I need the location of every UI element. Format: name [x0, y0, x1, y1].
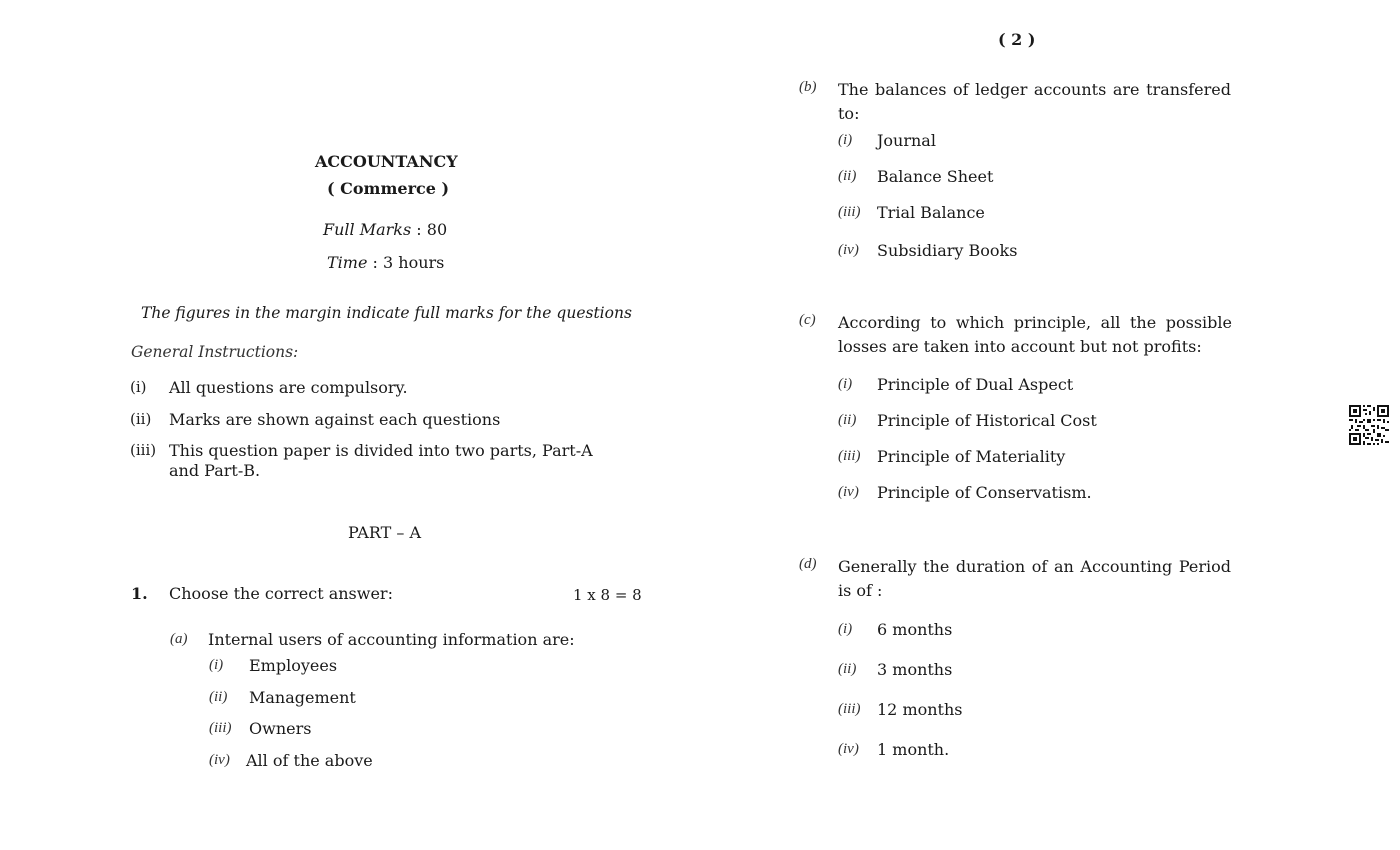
option-number: (ii)	[838, 661, 857, 677]
option-text: Management	[249, 688, 356, 707]
option-text: Principle of Conservatism.	[877, 483, 1092, 502]
full-marks-label: Full Marks	[323, 220, 412, 239]
option-number: (i)	[838, 132, 853, 148]
sub-question-label: (c)	[799, 312, 816, 328]
question-text: Choose the correct answer:	[169, 584, 393, 603]
margin-note: The figures in the margin indicate full marks for the questions	[141, 304, 632, 322]
sub-question-text: The balances of ledger accounts are transfered to:	[838, 80, 1231, 123]
full-marks-line	[323, 220, 447, 239]
option-text: 12 months	[877, 700, 963, 719]
time-value: 3 hours	[383, 253, 445, 272]
sub-question-label: (b)	[799, 79, 817, 95]
general-instructions-label: General Instructions:	[131, 343, 299, 361]
instruction-text: This question paper is divided into two parts, Part-A and Part-B.	[169, 441, 593, 480]
option-number: (ii)	[838, 168, 857, 184]
paper-title: ACCOUNTANCY	[315, 152, 458, 171]
option-number: (iv)	[838, 484, 859, 500]
instruction-text: All questions are compulsory.	[169, 378, 408, 397]
sub-question-text: Generally the duration of an Accounting Period is of :	[838, 557, 1231, 600]
instruction-text: Marks are shown against each questions	[169, 410, 501, 429]
option-number: (iii)	[209, 720, 232, 736]
option-text: 3 months	[877, 660, 953, 679]
option-number: (i)	[838, 621, 853, 637]
instruction-number: (i)	[130, 378, 147, 396]
option-number: (ii)	[838, 412, 857, 428]
option-number: (ii)	[209, 689, 228, 705]
page-number: ( 2 )	[998, 30, 1036, 49]
option-number: (iii)	[838, 448, 861, 464]
option-text: Principle of Dual Aspect	[877, 375, 1074, 394]
sub-question-label: (a)	[170, 631, 188, 647]
option-text: Subsidiary Books	[877, 241, 1018, 260]
sub-question-label: (d)	[799, 556, 817, 572]
sub-question-text: According to which principle, all the possible losses are taken into account but not profits:	[838, 313, 1232, 356]
time-line	[327, 253, 444, 272]
option-text: Principle of Historical Cost	[877, 411, 1097, 430]
option-number: (iii)	[838, 701, 861, 717]
full-marks-value: 80	[426, 220, 448, 239]
full-marks-sep: :	[416, 220, 422, 239]
part-heading: PART – A	[348, 523, 422, 542]
time-label: Time	[327, 253, 368, 272]
option-number: (iv)	[838, 741, 859, 757]
option-text: Trial Balance	[877, 203, 985, 222]
sub-question-text: Internal users of accounting information are:	[208, 630, 575, 649]
instruction-number: (iii)	[130, 441, 157, 459]
option-text: Principle of Materiality	[877, 447, 1066, 466]
option-text: 1 month.	[877, 740, 950, 759]
option-number: (i)	[838, 376, 853, 392]
instruction-number: (ii)	[130, 410, 152, 428]
option-text: All of the above	[246, 751, 373, 770]
question-number: 1.	[131, 584, 148, 603]
option-text: Employees	[249, 656, 338, 675]
option-number: (i)	[209, 657, 224, 673]
question-marks: 1 x 8 = 8	[573, 586, 642, 604]
option-text: Balance Sheet	[877, 167, 994, 186]
time-sep: :	[372, 253, 378, 272]
qr-code-icon	[1349, 405, 1389, 445]
option-text: Owners	[249, 719, 312, 738]
option-number: (iii)	[838, 204, 861, 220]
option-text: 6 months	[877, 620, 953, 639]
option-number: (iv)	[209, 752, 230, 768]
option-text: Journal	[877, 131, 936, 150]
paper-subtitle: ( Commerce )	[327, 179, 450, 198]
option-number: (iv)	[838, 242, 859, 258]
